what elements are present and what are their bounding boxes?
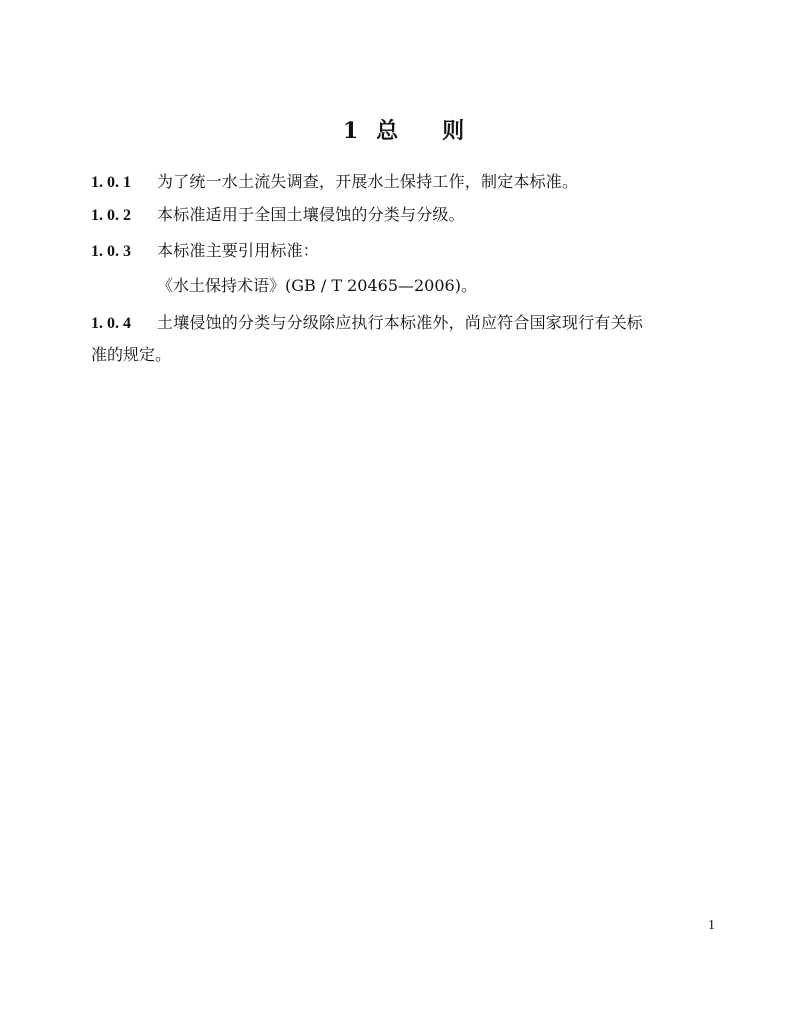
clause-1-0-4	[91, 307, 721, 340]
reference-standard: 《水土保持术语》(GB / T 20465—2006)。	[157, 276, 477, 295]
clause-1-0-1	[91, 166, 721, 199]
chapter-title-part2: 则	[442, 118, 465, 144]
clause-number: 1. 0. 1	[91, 174, 131, 191]
clause-1-0-4-continuation: 准的规定。	[91, 345, 172, 364]
clause-number: 1. 0. 4	[91, 315, 131, 332]
clause-number: 1. 0. 3	[91, 243, 131, 260]
clause-1-0-3	[91, 235, 721, 268]
page-number: 1	[708, 918, 715, 933]
clause-text: 本标准主要引用标准：	[157, 241, 320, 260]
chapter-number: 1	[342, 118, 359, 144]
clause-text: 为了统一水土流失调查，开展水土保持工作，制定本标准。	[157, 172, 579, 191]
chapter-heading	[0, 114, 807, 145]
chapter-title-part1: 总	[376, 118, 399, 144]
clause-1-0-2	[91, 199, 721, 232]
clause-text: 土壤侵蚀的分类与分级除应执行本标准外，尚应符合国家现行有关标	[157, 313, 644, 332]
clause-text: 本标准适用于全国土壤侵蚀的分类与分级。	[157, 205, 465, 224]
clause-number: 1. 0. 2	[91, 207, 131, 224]
